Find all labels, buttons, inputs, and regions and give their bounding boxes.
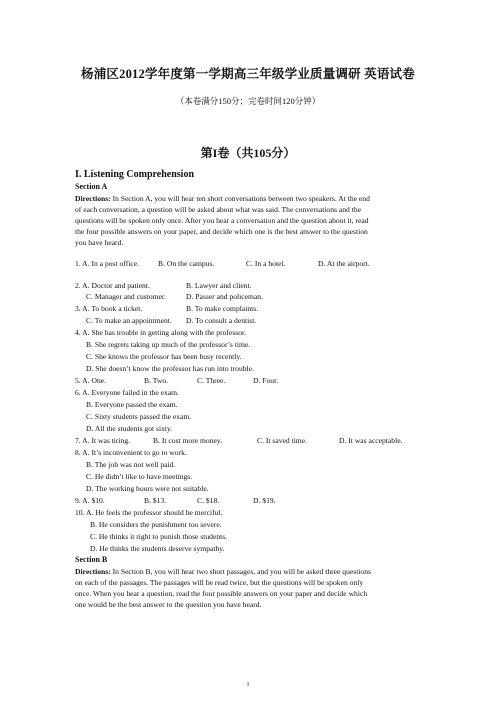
question-10-option-b: B. He considers the punishment too severe. <box>90 520 222 529</box>
directions-line: you have heard. <box>75 238 124 247</box>
option-c: C. Three. <box>197 376 226 385</box>
option-b: B. Lawyer and client. <box>186 281 252 290</box>
option-a: 3. A. To book a ticket. <box>75 304 143 313</box>
question-6-option-d: D. All the students got sixty. <box>86 424 173 433</box>
directions-line: once. When you hear a question, read the four possible answers on your paper and decide which <box>75 589 368 598</box>
directions-line: of each conversation, a question will be asked about what was said. The conversations and the <box>75 205 362 214</box>
option-a: 7. A. It was tiring. <box>75 436 131 445</box>
section-a-directions <box>75 193 421 248</box>
question-5 <box>75 375 421 386</box>
option-c: C. It saved time. <box>257 436 307 445</box>
section-a-label: Section A <box>75 182 108 191</box>
question-4-option-a: 4. A. She has trouble in getting along with the professor. <box>75 328 247 337</box>
question-8-option-a: 8. A. It’s inconvenient to go to work. <box>75 448 187 457</box>
option-b: B. $13. <box>144 496 167 505</box>
directions-label: Directions: <box>75 194 111 203</box>
question-3 <box>75 303 421 314</box>
page-subtitle: （本卷满分150分；完卷时间120分钟） <box>175 96 321 106</box>
question-4-option-b: B. She regrets taking up much of the professor’s time. <box>86 340 251 349</box>
section-b-directions <box>75 566 421 610</box>
option-d: D. To consult a dentist. <box>186 316 257 325</box>
section-b-label: Section B <box>75 555 108 564</box>
option-d: D. $19. <box>253 496 276 505</box>
directions-line: one would be the best answer to the question you have heard. <box>75 600 262 609</box>
question-10-option-c: C. He thinks it right to punish those students. <box>90 532 228 541</box>
question-1 <box>75 258 421 269</box>
directions-line: Directions: In Section B, you will hear two short passages, and you will be asked three questions <box>75 567 371 576</box>
question-6-option-c: C. Sixty students passed the exam. <box>86 412 192 421</box>
section-heading: I. Listening Comprehension <box>75 169 195 180</box>
option-b: B. Two. <box>144 376 169 385</box>
option-b: B. On the campus. <box>158 259 215 268</box>
question-4-option-d: D. She doesn’t know the professor has run into trouble. <box>86 364 254 373</box>
directions-label: Directions: <box>75 567 111 576</box>
page-title: 杨浦区2012学年度第一学期高三年级学业质量调研 英语试卷 <box>81 67 415 81</box>
question-6-option-a: 6. A. Everyone failed in the exam. <box>75 388 179 397</box>
part-title: 第I卷（共105分） <box>200 146 296 160</box>
page-number: 1 <box>246 682 250 688</box>
option-c: C. In a hotel. <box>246 259 286 268</box>
option-a: 5. A. One. <box>75 376 107 385</box>
directions-line: questions will be spoken only once. After you hear a conversation and the question about it, read <box>75 216 369 225</box>
question-8-option-d: D. The working hours were not suitable. <box>86 484 209 493</box>
question-10-option-d: D. He thinks the students deserve sympathy. <box>90 544 225 553</box>
option-a: 9. A. $10. <box>75 496 105 505</box>
option-a: 2. A. Doctor and patient. <box>75 281 150 290</box>
option-d: D. At the airport. <box>318 259 370 268</box>
option-c: C. $18. <box>197 496 220 505</box>
option-d: D. It was acceptable. <box>339 436 403 445</box>
question-2 <box>75 280 421 291</box>
question-2-cont <box>75 291 421 302</box>
directions-line: on each of the passages. The passages will be read twice, but the questions will be spoken only <box>75 578 364 587</box>
question-8-option-c: C. He didn’t like to have meetings. <box>86 472 193 481</box>
option-d: D. Passer and policeman. <box>186 292 263 301</box>
option-c: C. To make an appointment. <box>86 316 172 325</box>
question-10-option-a: 10. A. He feels the professor should be merciful. <box>75 508 223 517</box>
question-8-option-b: B. The job was not well paid. <box>86 460 176 469</box>
directions-line: the four possible answers on your paper, and decide which one is the best answer to the question <box>75 227 368 236</box>
directions-line: Directions: In Section A, you will hear ten short conversations between two speakers. At the end <box>75 194 370 203</box>
question-3-cont <box>75 315 421 326</box>
question-9 <box>75 495 421 506</box>
option-a: 1. A. In a post office. <box>75 259 139 268</box>
question-6-option-b: B. Everyone passed the exam. <box>86 400 178 409</box>
question-7 <box>75 435 421 446</box>
option-c: C. Manager and customer. <box>86 292 166 301</box>
option-b: B. To make complaints. <box>186 304 259 313</box>
question-4-option-c: C. She knows the professor has been busy recently. <box>86 352 242 361</box>
option-b: B. It cost more money. <box>153 436 223 445</box>
option-d: D. Four. <box>253 376 279 385</box>
